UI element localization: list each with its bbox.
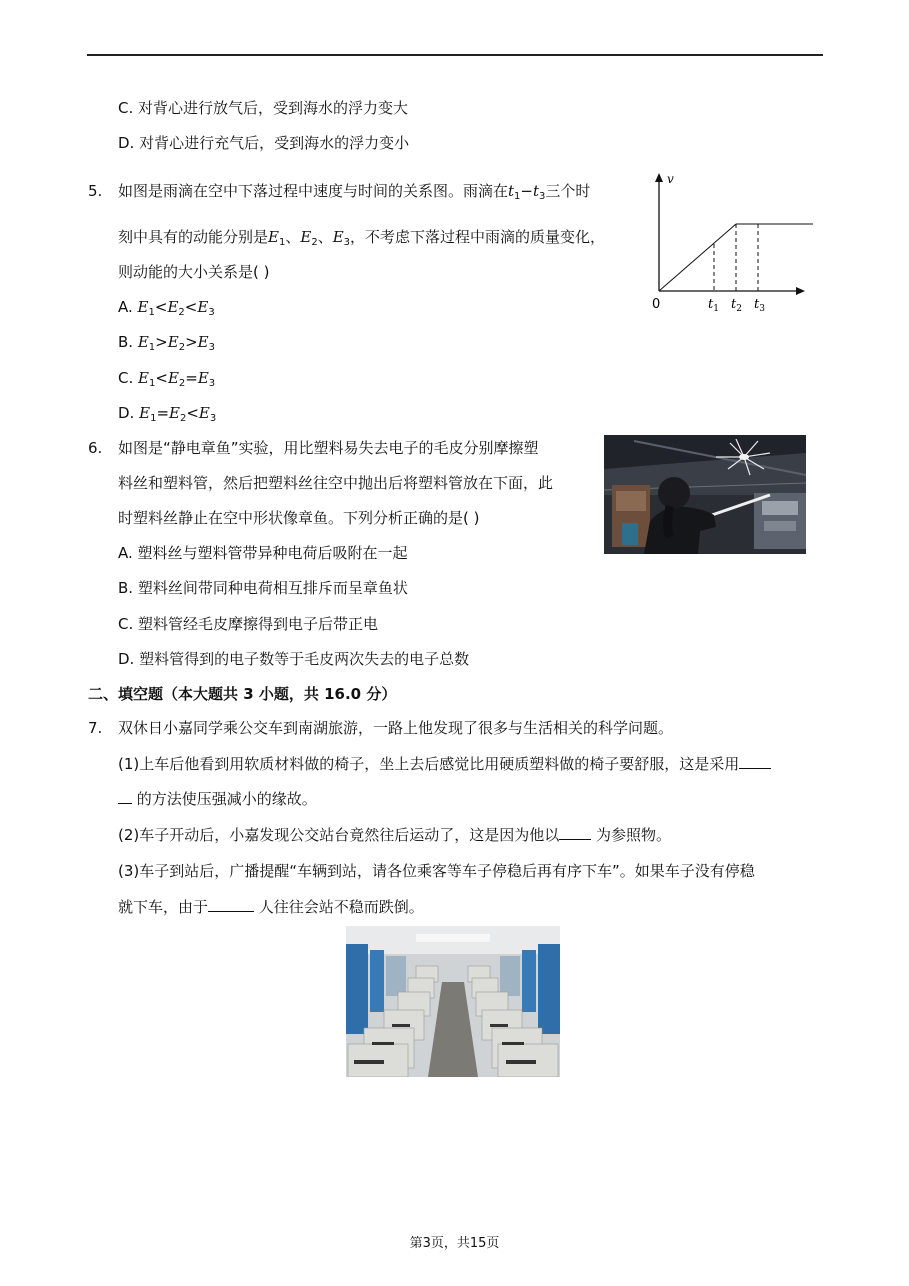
page-footer: 第3页，共15页	[409, 1236, 500, 1251]
graph-y-arrow	[655, 173, 663, 182]
header-rule	[87, 54, 823, 56]
q5-option-d[interactable]: D. $E_1=E_2<E_3$	[118, 404, 217, 424]
q6-number: 6.	[88, 439, 103, 457]
q7-intro: 双休日小嘉同学乘公交车到南湖旅游，一路上他发现了很多与生活相关的科学问题。	[118, 719, 674, 737]
octopus-experiment-photo	[604, 435, 806, 554]
graph-t3-label: $t_3$	[754, 297, 765, 314]
q7-part3-line1: (3)车子到站后，广播提醒“车辆到站，请各位乘客等车子停稳后再有序下车”。如果车子没有停稳	[118, 862, 755, 880]
q7-part3-line2: 就下车，由于 人往往会站不稳而跌倒。	[118, 898, 424, 916]
graph-y-label: v	[667, 172, 674, 186]
q7-blank-2[interactable]	[559, 825, 591, 840]
q7-blank-1[interactable]	[739, 754, 771, 769]
q6-stem-line1: 如图是“静电章鱼”实验，用比塑料易失去电子的毛皮分别摩擦塑	[118, 439, 539, 457]
velocity-time-graph	[645, 165, 815, 320]
q5-stem-line3: 则动能的大小关系是( )	[118, 263, 270, 281]
q7-part2: (2)车子开动后，小嘉发现公交站台竟然往后运动了，这是因为他以 为参照物。	[118, 826, 672, 844]
section-heading: 二、填空题（本大题共 3 小题，共 16.0 分）	[88, 685, 397, 703]
graph-rising-line	[659, 224, 736, 291]
q7-part1-line2: 的方法使压强减小的缘故。	[118, 789, 317, 809]
q5-stem-line2: 刻中具有的动能分别是$E_1$、$E_2$、$E_3$，不考虑下落过程中雨滴的质量变化，	[118, 228, 606, 248]
graph-x-arrow	[796, 287, 805, 295]
q7-number: 7.	[88, 719, 103, 737]
q6-option-a[interactable]: A. 塑料丝与塑料管带异种电荷后吸附在一起	[118, 544, 408, 562]
q6-option-b[interactable]: B. 塑料丝间带同种电荷相互排斥而呈章鱼状	[118, 579, 408, 597]
q4-option-c[interactable]: C. 对背心进行放气后，受到海水的浮力变大	[118, 99, 409, 117]
q4-option-d[interactable]: D. 对背心进行充气后，受到海水的浮力变小	[118, 134, 410, 152]
q7-blank-3[interactable]	[208, 897, 254, 912]
q6-stem-line2: 料丝和塑料管，然后把塑料丝往空中抛出后将塑料管放在下面，此	[118, 474, 554, 492]
graph-t1-label: $t_1$	[708, 297, 719, 314]
q5-option-a[interactable]: A. $E_1<E_2<E_3$	[118, 298, 215, 318]
q7-blank-1-continued[interactable]	[118, 789, 132, 804]
graph-origin-label: 0	[652, 297, 661, 312]
graph-t2-label: $t_2$	[731, 297, 742, 314]
q5-option-c[interactable]: C. $E_1<E_2=E_3$	[118, 369, 216, 389]
q6-stem-line3: 时塑料丝静止在空中形状像章鱼。下列分析正确的是( )	[118, 509, 480, 527]
q7-part1-line1: (1)上车后他看到用软质材料做的椅子，坐上去后感觉比用硬质塑料做的椅子要舒服，这是采用	[118, 754, 771, 774]
q5-option-b[interactable]: B. $E_1>E_2>E_3$	[118, 333, 215, 353]
q5-number: 5.	[88, 182, 103, 200]
q6-option-d[interactable]: D. 塑料管得到的电子数等于毛皮两次失去的电子总数	[118, 650, 470, 668]
bus-interior-photo	[346, 926, 560, 1077]
q5-stem-line1: 如图是雨滴在空中下落过程中速度与时间的关系图。雨滴在$t_1-t_3$三个时	[118, 182, 591, 202]
q6-option-c[interactable]: C. 塑料管经毛皮摩擦得到电子后带正电	[118, 615, 379, 633]
